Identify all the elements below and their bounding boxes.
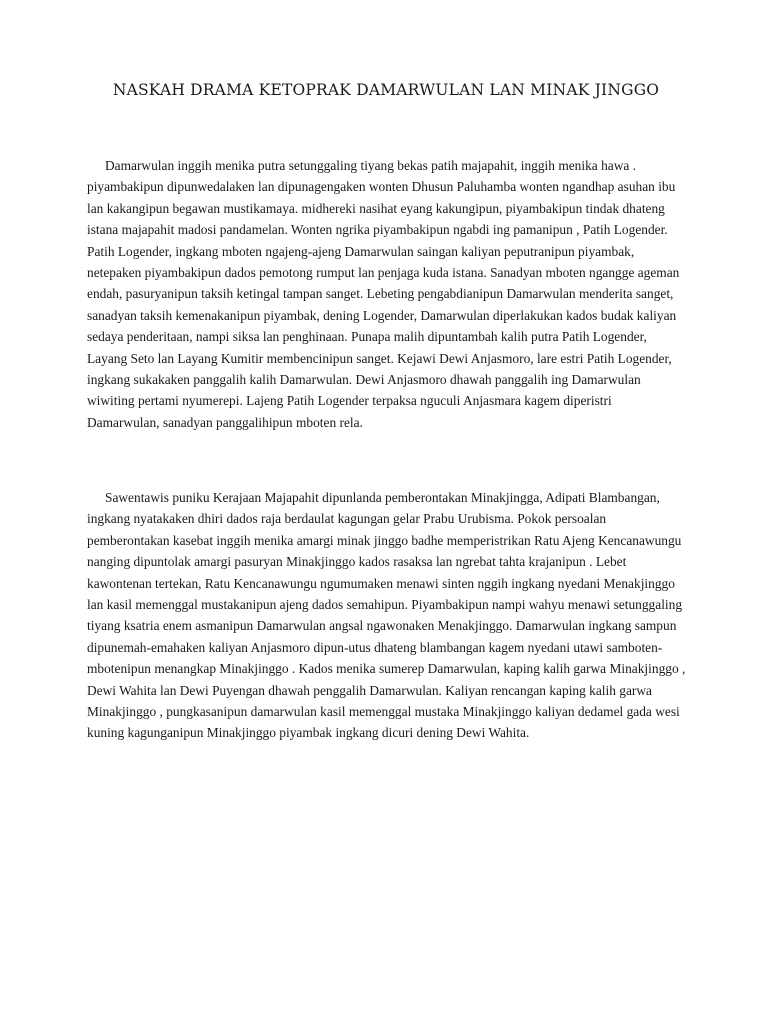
paragraph-minakjinggo-rebellion: Sawentawis puniku Kerajaan Majapahit dipunlanda pemberontakan Minakjingga, Adipati Blambangan, ingkang nyatakaken dhiri dados raja berdaulat kagungan gelar Prabu Urubisma. Pokok persoalan pemberontakan kasebat inggih menika amargi minak jinggo badhe memperistrikan Ratu Ajeng Kencanawungu nanging dipuntolak amargi pasuryan Minakjinggo kados rasaksa lan ngrebat tahta krajanipun . Lebet kawontenan tertekan, Ratu Kencanawungu ngumumaken menawi sinten nggih ingkang nyedani Menakjinggo lan kasil memenggal mustakanipun ajeng dados semahipun. Piyambakipun nampi wahyu menawi setunggaling tiyang ksatria enem asmanipun Damarwulan angsal ngawonaken Menakjinggo. Damarwulan ingkang sampun dipunemah-emahaken kaliyan Anjasmoro dipun-utus dhateng blambangan kagem nyedani utawi samboten-mbotenipun menangkap Minakjinggo . Kados menika sumerep Damarwulan, kaping kalih garwa Minakjinggo , Dewi Wahita lan Dewi Puyengan dhawah penggalih Damarwulan. Kaliyan rencangan kaping kalih garwa Minakjinggo , pungkasanipun damarwulan kasil memenggal mustaka Minakjinggo kaliyan dedamel gada wesi kuning kagunganipun Minakjinggo piyambak ingkang dicuri dening Dewi Wahita.: [87, 490, 686, 741]
document-title: NASKAH DRAMA KETOPRAK DAMARWULAN LAN MINAK JINGGO: [112, 81, 660, 99]
paragraph-damarwulan-origin: Damarwulan inggih menika putra setunggaling tiyang bekas patih majapahit, inggih menika hawa . piyambakipun dipunwedalaken lan dipunagengaken wonten Dhusun Paluhamba wonten ngandhap asuhan ibu lan kakangipun begawan mustikamaya. midhereki nasihat eyang kakungipun, piyambakipun tindak dhateng istana majapahit madosi pandamelan. Wonten ngrika piyambakipun ngabdi ing pamanipun , Patih Logender. Patih Logender, ingkang mboten ngajeng-ajeng Damarwulan saingan kaliyan peputranipun piyambak, netepaken piyambakipun dados pemotong rumput lan penjaga kuda istana. Sanadyan mboten ngangge ageman endah, pasuryanipun taksih ketingal tampan sanget. Lebeting pengabdianipun Damarwulan menderita sanget, sanadyan taksih kemenakanipun piyambak, dening Logender, Damarwulan diperlakukan kados budak kaliyan sedaya penderitaan, nampi siksa lan penghinaan. Punapa malih dipuntambah kalih putra Patih Logender, Layang Seto lan Layang Kumitir membencinipun sanget. Kejawi Dewi Anjasmoro, lare estri Patih Logender, ingkang sukakaken panggalih kalih Damarwulan. Dewi Anjasmoro dhawah panggalih ing Damarwulan wiwiting pertami nyumerepi. Lajeng Patih Logender terpaksa nguculi Anjasmara kagem diperistri Damarwulan, sanadyan panggalihipun mboten rela.: [87, 158, 680, 430]
